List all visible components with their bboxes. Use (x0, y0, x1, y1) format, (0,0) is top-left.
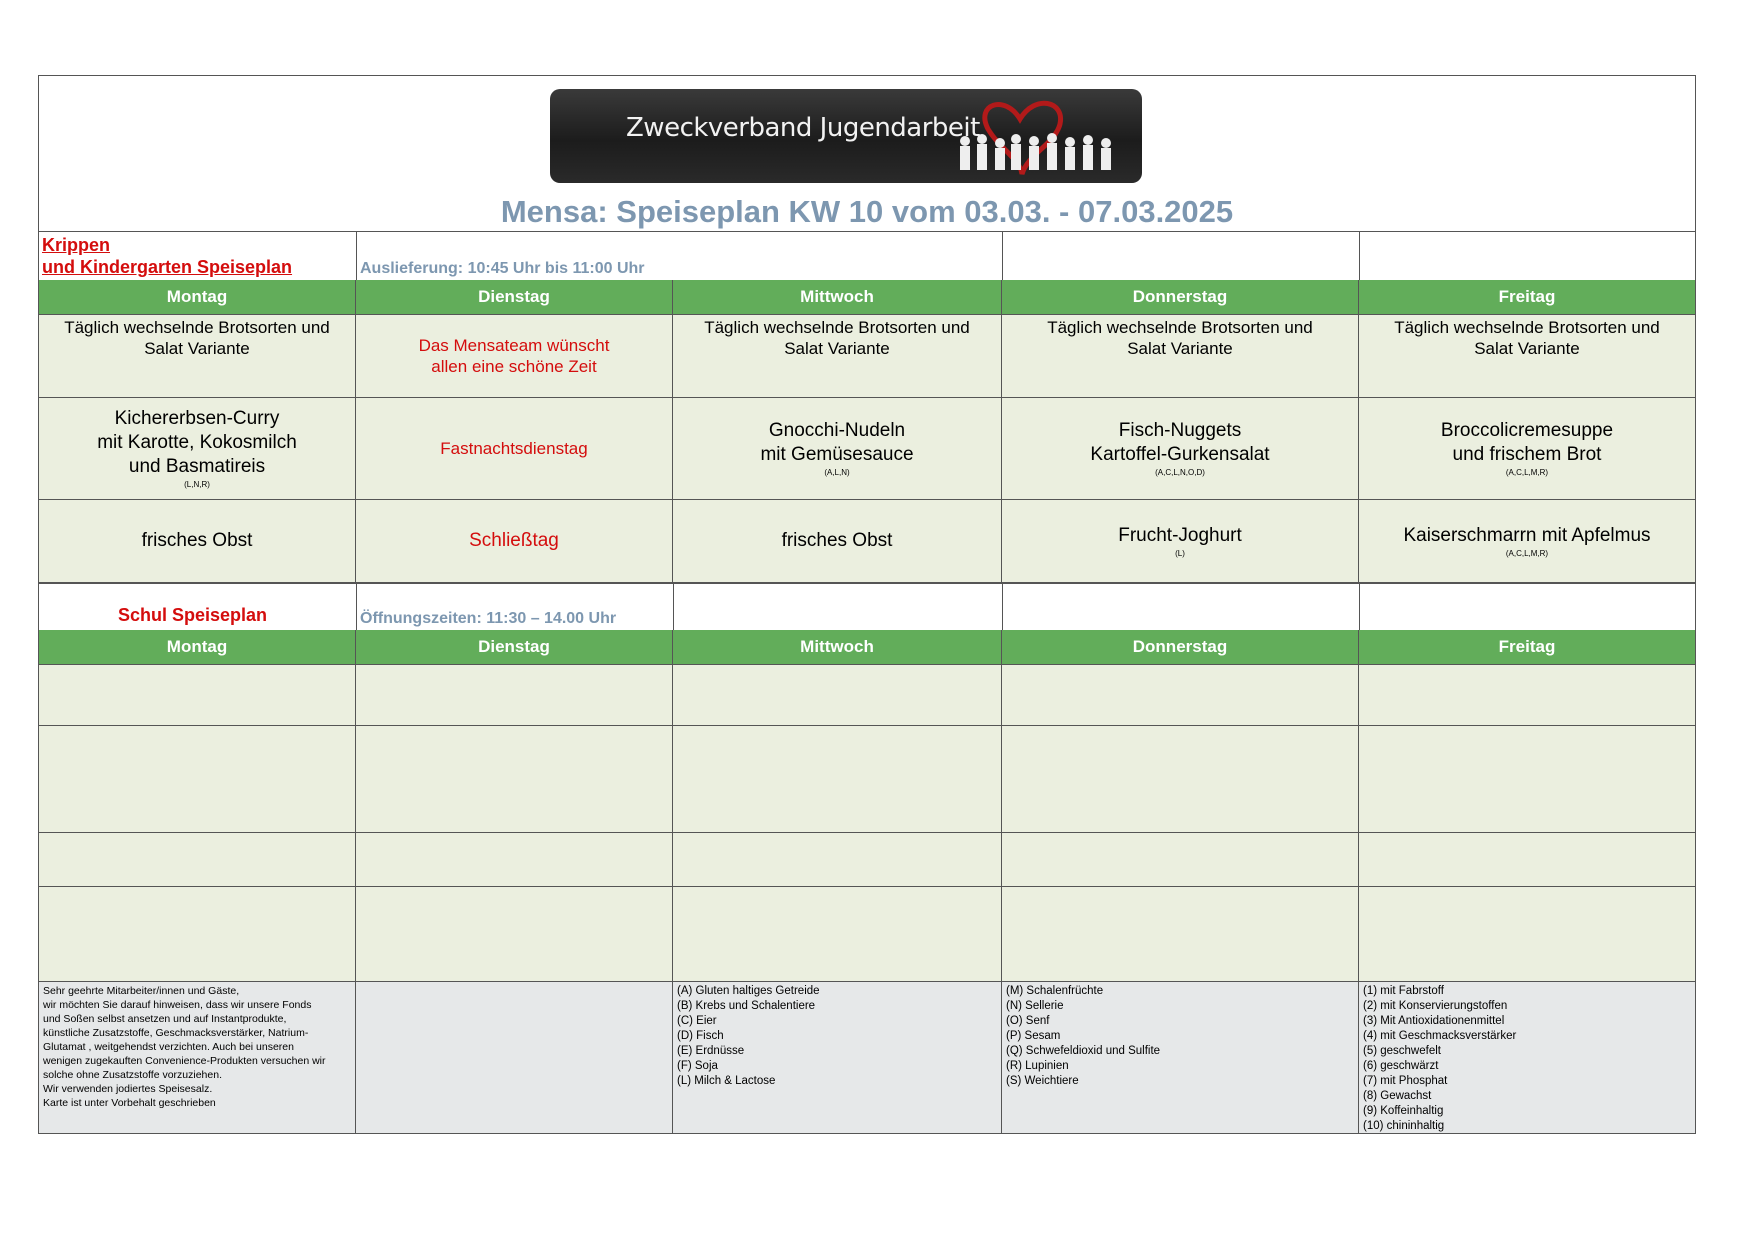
kita-bread-text: Täglich wechselnde Brotsorten und Salat Variante (1047, 318, 1313, 358)
note-line: (L) Milch & Lactose (677, 1075, 776, 1087)
school-menu-cell (1002, 665, 1359, 726)
divider (1359, 231, 1360, 280)
page-title: Mensa: Speiseplan KW 10 vom 03.03. - 07.03.2025 (500, 194, 1234, 229)
school-menu-cell (356, 665, 673, 726)
day-header-0 (38, 280, 356, 315)
note-line: (2) mit Konservierungstoffen (1363, 1000, 1508, 1012)
day-header-3 (1002, 280, 1359, 315)
note-line: (P) Sesam (1006, 1030, 1061, 1042)
school-menu-cell (1359, 887, 1696, 982)
note-line: (S) Weichtiere (1006, 1075, 1079, 1087)
note-line: (B) Krebs und Schalentiere (677, 1000, 816, 1012)
day-header-2 (673, 280, 1002, 315)
delivery-time: Auslieferung: 10:45 Uhr bis 11:00 Uhr (360, 260, 645, 277)
kita-bread-cell (1002, 315, 1359, 398)
note-line: (E) Erdnüsse (677, 1045, 745, 1057)
divider (1002, 583, 1003, 630)
kita-main-dish: Fisch-Nuggets Kartoffel-Gurkensalat (1090, 420, 1270, 465)
notes-list-cell (673, 982, 1002, 1134)
logo-banner (550, 89, 1142, 183)
divider (356, 231, 357, 280)
school-label: Schul Speiseplan (118, 605, 268, 625)
day-label: Montag (166, 287, 228, 306)
school-menu-cell (1359, 726, 1696, 833)
allergen-codes: (A,C,L,M,R) (1505, 548, 1549, 558)
kita-bread-text: Das Mensateam wünscht allen eine schöne Zeit (418, 336, 610, 376)
kita-main-dish: Broccolicremesuppe und frischem Brot (1440, 420, 1614, 465)
allergen-codes: (A,C,L,N,O,D) (1155, 468, 1205, 477)
kita-bread-text: Täglich wechselnde Brotsorten und Salat Variante (704, 318, 970, 358)
kita-label-line1: Krippen (42, 235, 111, 255)
kita-main-dish: Fastnachtsdienstag (440, 439, 588, 458)
kita-bread-text: Täglich wechselnde Brotsorten und Salat Variante (1394, 318, 1660, 358)
day-label: Freitag (1498, 287, 1556, 306)
opening-hours: Öffnungszeiten: 11:30 – 14.00 Uhr (360, 610, 617, 627)
note-line: (D) Fisch (677, 1030, 724, 1042)
kita-dessert: frisches Obst (781, 530, 893, 551)
note-line: (6) geschwärzt (1363, 1060, 1439, 1072)
note-line: (8) Gewachst (1363, 1090, 1432, 1102)
day-label: Donnerstag (1132, 637, 1228, 656)
day-header-1 (356, 280, 673, 315)
note-line: (O) Senf (1006, 1015, 1050, 1027)
day-header-4 (1359, 280, 1696, 315)
note-line: (C) Eier (677, 1015, 717, 1027)
note-line: (3) Mit Antioxidationenmittel (1363, 1015, 1505, 1027)
note-line: (F) Soja (677, 1060, 718, 1072)
divider (38, 231, 1696, 232)
allergen-codes: (L) (1175, 548, 1185, 558)
school-menu-cell (1002, 726, 1359, 833)
allergen-codes: (A,C,L,M,R) (1505, 468, 1549, 477)
kita-bread-cell (356, 315, 673, 398)
kita-main-dish-cell (1002, 398, 1359, 500)
kita-bread-cell (38, 315, 356, 398)
allergen-codes: (L,N,R) (184, 480, 210, 489)
kita-dessert-cell (1359, 500, 1696, 583)
notes-list-cell (1359, 982, 1696, 1134)
kita-dessert: Kaiserschmarrn mit Apfelmus (1403, 524, 1651, 546)
school-menu-cell (673, 726, 1002, 833)
note-line: (7) mit Phosphat (1363, 1075, 1448, 1087)
allergen-codes: (A,L,N) (824, 468, 850, 477)
school-menu-cell (673, 833, 1002, 887)
divider (673, 583, 674, 630)
note-line: (10) chininhaltig (1363, 1120, 1445, 1132)
kita-dessert-cell (38, 500, 356, 583)
note-line: (N) Sellerie (1006, 1000, 1064, 1012)
day-label: Mittwoch (800, 637, 874, 656)
kita-label-line2: und Kindergarten Speiseplan (42, 257, 293, 277)
school-day-header-0 (38, 630, 356, 665)
school-day-header-2 (673, 630, 1002, 665)
divider (1002, 231, 1003, 280)
kita-bread-cell (1359, 315, 1696, 398)
note-line: (Q) Schwefeldioxid und Sulfite (1006, 1045, 1161, 1057)
kita-main-dish: Kichererbsen-Curry mit Karotte, Kokosmilch und Basmatireis (97, 408, 297, 477)
logo-text: Zweckverband Jugendarbeit (626, 113, 980, 143)
school-day-header-4 (1359, 630, 1696, 665)
guest-notice-text: Sehr geehrte Mitarbeiter/innen und Gäste, wir möchten Sie darauf hinweisen, dass wir unsere Fonds und Soßen selbst ansetzen und auf Instantprodukte, künstliche Zusatzstoffe, Geschmacksverstärker, Natrium- Glutamat , weitgehendst verzichten. Auch bei unseren wenigen zugekauften Convenience-Produkten versuchen wir solche ohne Zusatzstoffe vorzuziehen. Wir verwenden jodiertes Speisesalz. Karte ist unter Vorbehalt geschrieben (43, 985, 326, 1109)
note-line: (M) Schalenfrüchte (1006, 985, 1104, 997)
kita-dessert: Schließtag (469, 530, 559, 551)
school-day-header-3 (1002, 630, 1359, 665)
notes-empty-cell (356, 982, 673, 1134)
kita-main-dish-cell (1359, 398, 1696, 500)
school-menu-cell (1002, 887, 1359, 982)
divider (38, 583, 1696, 584)
day-label: Dienstag (478, 287, 550, 306)
note-line: (1) mit Fabrstoff (1363, 985, 1444, 997)
note-line: (5) geschwefelt (1363, 1045, 1441, 1057)
day-label: Freitag (1498, 637, 1556, 656)
kita-dessert-cell (1002, 500, 1359, 583)
day-label: Montag (166, 637, 228, 656)
kita-main-dish-cell (673, 398, 1002, 500)
kita-bread-text: Täglich wechselnde Brotsorten und Salat Variante (64, 318, 330, 358)
school-menu-cell (38, 833, 356, 887)
school-menu-cell (356, 833, 673, 887)
note-line: (9) Koffeinhaltig (1363, 1105, 1444, 1117)
school-menu-cell (1359, 833, 1696, 887)
kita-dessert: Frucht-Joghurt (1118, 524, 1242, 546)
kita-bread-cell (673, 315, 1002, 398)
kita-main-dish: Gnocchi-Nudeln mit Gemüsesauce (760, 420, 914, 465)
kita-main-dish-cell (356, 398, 673, 500)
school-menu-cell (1359, 665, 1696, 726)
note-line: (A) Gluten haltiges Getreide (677, 985, 820, 997)
day-label: Dienstag (478, 637, 550, 656)
school-menu-cell (673, 665, 1002, 726)
divider (1359, 583, 1360, 630)
notes-list-cell (1002, 982, 1359, 1134)
kita-dessert: frisches Obst (141, 530, 253, 551)
school-menu-cell (38, 726, 356, 833)
school-day-header-1 (356, 630, 673, 665)
guest-notice-cell (38, 982, 356, 1134)
kita-dessert-cell (356, 500, 673, 583)
school-menu-cell (1002, 833, 1359, 887)
school-menu-cell (673, 887, 1002, 982)
school-menu-cell (38, 665, 356, 726)
day-label: Mittwoch (800, 287, 874, 306)
note-line: (R) Lupinien (1006, 1060, 1069, 1072)
note-line: (4) mit Geschmacksverstärker (1363, 1030, 1517, 1042)
school-menu-cell (38, 887, 356, 982)
kita-main-dish-cell (38, 398, 356, 500)
kita-dessert-cell (673, 500, 1002, 583)
day-label: Donnerstag (1132, 287, 1228, 306)
school-menu-cell (356, 887, 673, 982)
school-menu-cell (356, 726, 673, 833)
divider (356, 583, 357, 630)
